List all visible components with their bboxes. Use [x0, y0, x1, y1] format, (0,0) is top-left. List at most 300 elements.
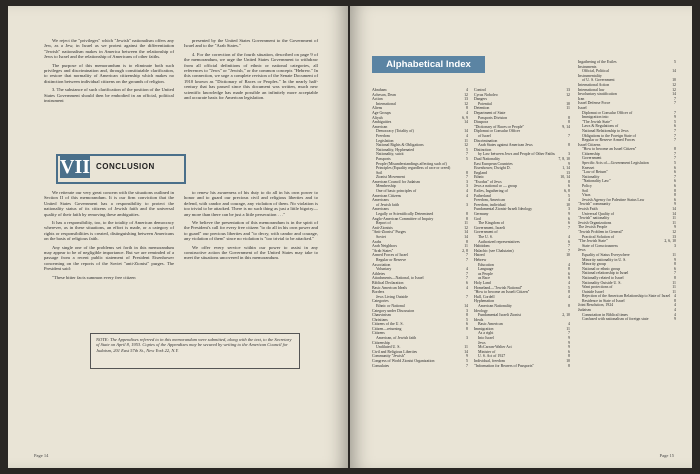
- index-page-ref: 4: [466, 88, 468, 92]
- index-page-ref: 4: [674, 308, 676, 313]
- index-term: Arab Neighbors: [372, 244, 397, 249]
- index-term: "How to become an Israel Citizen": [582, 147, 637, 152]
- index-term: Borders: [372, 290, 385, 295]
- index-page-ref: 12: [464, 225, 468, 230]
- index-column-2: [474, 88, 570, 368]
- index-term: National Rights & Obligations: [376, 143, 424, 148]
- index-term: by Law between Jews and People of Other Faiths: [478, 152, 555, 157]
- index-term: Immigration: [474, 326, 494, 331]
- index-page-ref: 8: [674, 147, 676, 152]
- index-page-ref: 12: [464, 101, 468, 106]
- index-term: U. S. Act of 1927: [478, 354, 506, 359]
- index-page-ref: 5: [674, 161, 676, 166]
- index-term: "Dictionary of Races or People": [474, 124, 525, 129]
- index-term: Action: [372, 97, 383, 102]
- index-page-ref: 8: [674, 275, 676, 280]
- index-term: Category under Discussion: [372, 308, 415, 313]
- index-term: "Nationality Law": [582, 179, 611, 184]
- index-term: Armed Forces of Israel: [372, 253, 408, 258]
- index-term: Freedom, American: [474, 198, 505, 203]
- index-page-ref: 14: [464, 129, 468, 134]
- index-term: Arab States against American Jews: [478, 143, 533, 148]
- conclusion-column-2: [184, 190, 318, 264]
- index-page-ref: 7: [674, 133, 676, 138]
- index-page-ref: 3: [568, 152, 570, 157]
- index-term: Laws & Regulations of: [582, 124, 619, 129]
- index-page-ref: 8: [674, 188, 676, 193]
- index-term: Acheson, Dean: [372, 92, 396, 97]
- index-term: Jews: [478, 340, 486, 345]
- index-page-ref: 12: [672, 229, 676, 234]
- index-term: Want protections of: [582, 285, 613, 290]
- index-term: Halachic (see Chalutzim): [474, 248, 514, 253]
- index-term: Membership: [376, 184, 396, 189]
- index-page-ref: 4: [466, 189, 468, 194]
- index-page-ref: 8: [466, 326, 468, 331]
- index-term: Instruments: [578, 64, 597, 69]
- index-page-ref: 7: [466, 253, 468, 258]
- index-page-ref: 8: [568, 143, 570, 148]
- index-term: Jewish Faith: [578, 207, 598, 211]
- index-term: Holy Land: [474, 280, 491, 285]
- index-page-ref: 8: [568, 354, 570, 359]
- paragraph: We reiterate our very great concern with the situations outlined in Section II of this memorandum. It is our firm conviction that the United States Government has a responsibility to protect the nationality status of its citizens of Jewish faith and the universal quality of their faith by removing these ambiguities.: [44, 190, 174, 217]
- index-page-ref: 8: [568, 179, 570, 184]
- index-page-ref: 4: [466, 285, 468, 290]
- index-term: The U. S.: [478, 235, 493, 239]
- index-term: Education: [478, 262, 494, 267]
- index-term: God: [474, 216, 481, 221]
- index-term: Habitdom: [474, 244, 490, 249]
- index-page-ref: 7: [674, 151, 676, 156]
- index-page-ref: 8: [466, 170, 468, 175]
- index-term: Americans: [372, 198, 389, 203]
- index-page-ref: 14: [464, 235, 468, 239]
- index-term: American Council for Judaism: [372, 179, 420, 184]
- index-page-ref: 8: [466, 212, 468, 217]
- index-page-ref: 6: [674, 170, 676, 175]
- paragraph: The purpose of this memorandum is to eliminate both such privileges and discrimination and, through constitutable clarification, to restore that normality of American citizenship which makes no distinction between individual citizens on the grounds of religion.: [44, 62, 174, 84]
- index-page-ref: 5: [466, 317, 468, 322]
- index-term: Ambiguities: [372, 120, 392, 125]
- index-term: Passports Division: [478, 115, 508, 120]
- index-term: Report of: [376, 221, 391, 226]
- section-heading: [56, 154, 186, 184]
- index-page-ref: 6: [674, 179, 676, 184]
- index-page-ref: 9: [674, 317, 676, 322]
- index-page-ref: 9: [674, 225, 676, 230]
- index-term: Hull, Cordell: [474, 294, 495, 299]
- index-term: "The Jewish State": [578, 239, 608, 244]
- index-term: Nationality, Hyphenated: [376, 147, 414, 152]
- index-term: Rejection of the American Relationship to State of Israel: [582, 294, 671, 299]
- index-term: East European Countries: [474, 161, 513, 166]
- index-page-ref: 7: [568, 248, 570, 253]
- index-page-ref: 7: [568, 244, 570, 249]
- index-page-ref: 6: [674, 266, 676, 271]
- index-page-ref: 2, 6, 10: [664, 239, 676, 244]
- index-page-ref: 14: [464, 303, 468, 308]
- index-page-ref: 8: [568, 267, 570, 272]
- index-term: Civil and Religious Liberties: [372, 349, 418, 354]
- index-term: Arabs: [372, 239, 382, 244]
- index-page-ref: 13: [672, 234, 676, 239]
- index-page-ref: 11: [566, 106, 570, 111]
- index-entry: [578, 317, 676, 322]
- section-number: VII: [60, 156, 91, 178]
- index-page-ref: 14: [672, 207, 676, 211]
- index-term: Anti-Zionists: [372, 225, 393, 230]
- index-term: Jewish Agency for Palestine Status Law: [582, 197, 645, 202]
- index-term: "Information for Bearers of Passports": [474, 363, 535, 368]
- index-page-ref: 8: [568, 303, 570, 308]
- index-page-ref: 11: [672, 252, 676, 257]
- index-page-ref: 9: [674, 257, 676, 262]
- index-term: Jews a national or — group: [474, 184, 517, 189]
- index-term: Joint Resolution, 1924: [578, 303, 614, 308]
- index-page-ref: 7, 8, 10: [558, 156, 570, 161]
- index-term: Distinction: [474, 147, 492, 152]
- index-page-ref: 4: [466, 110, 468, 115]
- index-page-ref: 9, 14: [562, 124, 570, 129]
- index-term: Practical Solution of: [582, 234, 614, 239]
- index-page-ref: 6: [568, 216, 570, 221]
- index-page-ref: 9: [568, 212, 570, 217]
- index-term: Americans: [372, 207, 389, 212]
- index-page-ref: 3: [466, 308, 468, 313]
- index-title: Alphabetical Index: [372, 56, 485, 73]
- index-term: Nationality, suicit: [376, 152, 404, 157]
- index-term: Regular or Reserve Armed Forces: [582, 138, 635, 143]
- left-top-column-2: [184, 38, 318, 103]
- index-term: Minister of: [478, 349, 496, 354]
- paragraph: 3. The substance of such clarification of the position of the United States Government should then be embodied in an official, political instrument: [44, 87, 174, 104]
- index-page-ref: 8: [568, 363, 570, 368]
- index-term: Into Israel: [478, 336, 494, 341]
- index-page-ref: 4: [674, 294, 676, 299]
- index-term: Department of State: [474, 110, 506, 115]
- index-term: Individual, freedom: [474, 359, 505, 364]
- index-page-ref: 13: [566, 88, 570, 92]
- index-term: Obligations to the Foreign State of: [582, 133, 636, 138]
- paragraph: presented by the United States Government to the Government of Israel and to the "Arab States.": [184, 38, 318, 49]
- paragraph: to renew his awareness of his duty to do all in his own power to honor and to guard our precious civil and religious liberties and to defend, with candor and courage, any violation of them. No violation is too trivial to be attacked. There is no such thing as just a little bigotry—any more than there can be just a little persecution . . .": [184, 190, 318, 217]
- index-term: Minority nationality in U. S.: [582, 257, 627, 262]
- index-page-ref: 10: [672, 78, 676, 83]
- index-term: "Jewish Problem in General": [578, 229, 624, 234]
- index-page-ref: 9: [568, 340, 570, 345]
- index-term: Government of: [474, 230, 498, 235]
- index-term: Involuntary stratification: [578, 92, 617, 97]
- index-page-ref: 7: [466, 294, 468, 299]
- index-term: National or ethnic group: [582, 266, 621, 271]
- index-term: Visas: [582, 193, 591, 198]
- index-term: National relationship to Israel: [582, 271, 629, 276]
- index-term: Soviet: [376, 235, 386, 239]
- index-page-ref: 11: [566, 326, 570, 331]
- index-page-ref: 7: [568, 331, 570, 336]
- index-term: Voluntary: [376, 267, 392, 272]
- index-term: Government: [582, 156, 602, 161]
- index-page-ref: 14: [464, 120, 468, 125]
- index-page-ref: 5: [466, 359, 468, 364]
- index-page-ref: 9: [568, 345, 570, 350]
- index-page-ref: 5: [568, 193, 570, 198]
- index-page-ref: 12: [464, 92, 468, 97]
- index-term: Nationality Outside U. S.: [582, 280, 622, 285]
- index-term: Jews: [578, 248, 586, 253]
- right-page: [350, 6, 692, 468]
- index-term: International Action: [578, 82, 610, 87]
- index-term: Regular or Reserve: [376, 257, 407, 262]
- index-page-ref: 3: [466, 184, 468, 189]
- index-term: Ingathering of the Exiles: [578, 60, 617, 64]
- index-page-ref: 3: [568, 207, 570, 212]
- index-term: Outside Israel: [582, 289, 604, 294]
- index-page-ref: 8: [466, 313, 468, 318]
- index-page-ref: 7: [466, 257, 468, 262]
- index-term: "Law of Return": [582, 170, 608, 175]
- index-page-ref: 8: [568, 290, 570, 295]
- left-page: [8, 6, 348, 468]
- index-term: Control: [474, 88, 486, 92]
- index-term: Diplomat or Consular Officer: [474, 129, 521, 134]
- index-term: Soil: [582, 188, 589, 193]
- index-term: Fundamental Zionist-Israeli Ideology: [474, 207, 533, 212]
- index-page-ref: 10: [566, 359, 570, 364]
- index-term: Eisenhower, Dwight D.: [474, 166, 511, 171]
- index-page-ref: 5: [466, 147, 468, 152]
- index-page-ref: 7: [674, 271, 676, 276]
- index-page-ref: 6: [568, 221, 570, 226]
- index-term: International law: [578, 87, 605, 92]
- index-page-ref: 6: [568, 184, 570, 189]
- index-page-ref: 8: [674, 298, 676, 303]
- index-page-ref: 3: [466, 179, 468, 184]
- index-page-ref: 11: [672, 216, 676, 221]
- index-term: Citizenship: [582, 151, 600, 156]
- index-term: People (Misunderstandings affecting such of): [376, 161, 447, 166]
- index-page-ref: 7: [466, 276, 468, 281]
- index-term: Association: [372, 262, 391, 267]
- index-term: Hatred: [474, 253, 485, 258]
- index-page-ref: 11: [464, 345, 468, 350]
- index-term: Anglo-American Committee of Inquiry: [372, 216, 434, 221]
- index-term: Democracy (Totality of): [376, 129, 414, 134]
- index-term: The Jewish People: [578, 225, 608, 230]
- index-page-ref: 7: [674, 101, 676, 106]
- index-page-ref: 12: [566, 92, 570, 97]
- index-page-ref: 5: [674, 119, 676, 124]
- index-page-ref: 5: [466, 156, 468, 161]
- index-page-ref: 6: [674, 197, 676, 202]
- index-term: Undiluted U. S.: [376, 345, 401, 350]
- index-page-ref: 7: [674, 156, 676, 161]
- index-term: Israel Citizens: [578, 142, 601, 147]
- index-page-ref: 13: [464, 97, 468, 102]
- index-term: Ethnic or National: [376, 303, 405, 308]
- paragraph: "These bitter facts summon every free citizen: [52, 274, 136, 280]
- index-page-ref: 12: [672, 87, 676, 92]
- index-page-ref: 7: [674, 96, 676, 101]
- index-term: Residence in State of Israel: [582, 298, 625, 303]
- index-page-ref: 4: [568, 235, 570, 239]
- index-term: Nationally related to Israel: [582, 275, 624, 280]
- index-term: The Kingdom of: [478, 221, 504, 226]
- index-page-ref: 6: [568, 239, 570, 244]
- index-term: Congress of World Zionist Organization: [372, 359, 435, 364]
- paragraph: We believe the presentation of this memorandum is in the spirit of the President's call for every free citizen "to do all in his own power and to guard" our precious liberties and "to decry, with candor and courage, any violation of them" since no violation is "too trivial to be attacked.": [184, 220, 318, 242]
- paragraph: Any single one of the problems set forth in this memorandum may appear to be of negligible importance. But we are reminded of a passage from a recent public statement of President Eisenhower concerning on the reports of the Soviet "anti-Zionist" purges. The President said:: [44, 244, 174, 272]
- paragraph: It has a responsibility, too, to the totality of American democracy wherever, as in these situations, an effort is made, or a category of rights or responsibilities is created, distinguishing between Americans on the basis of religious faith.: [44, 220, 174, 242]
- index-page-ref: 11: [464, 244, 468, 249]
- index-term: of U. S. Government: [582, 78, 615, 83]
- index-term: Hebrew: [474, 257, 487, 262]
- section-title: CONCLUSION: [96, 162, 155, 171]
- index-term: "The Jewish State": [582, 119, 612, 124]
- index-term: Diaspora: [474, 120, 489, 125]
- index-term: Fundamental Israeli Zionist: [478, 313, 522, 318]
- index-term: International: [376, 101, 396, 106]
- index-page-ref: 6: [466, 280, 468, 285]
- index-term: Homeland—"Jewish National": [474, 285, 523, 290]
- index-page-ref: 9: [568, 161, 570, 166]
- index-term: "Jewish" nationality: [578, 216, 610, 221]
- index-term: Diplomat or Consular Officer of: [582, 110, 633, 115]
- index-page-ref: 6: [568, 276, 570, 281]
- index-term: McCarran-Walter Act: [478, 345, 512, 350]
- paragraph: We reject the "privileges" which "Jewish" nationalism offers any Jew, as a Jew, in Israel as we protest against the differentiation "Jewish" nationalism makes in America between the relationship of Jews to Israel and the relationship of Americans of other faiths.: [44, 38, 174, 60]
- index-term: Universal Quality of: [582, 211, 614, 216]
- index-page-ref: 8: [674, 193, 676, 198]
- index-page-ref: 8: [568, 115, 570, 120]
- index-term: Detention: [474, 106, 490, 111]
- index-page-ref: 12: [464, 143, 468, 148]
- index-page-ref: 6, 9: [462, 115, 468, 120]
- index-page-ref: 4: [674, 303, 676, 308]
- index-entry: [372, 364, 468, 369]
- index-term: Jews Living Outside: [376, 294, 408, 299]
- index-page-ref: 10: [566, 101, 570, 106]
- index-page-ref: 4: [568, 280, 570, 285]
- index-page-ref: 11: [672, 220, 676, 225]
- index-page-ref: 8: [466, 239, 468, 244]
- index-term: Basic American Ideals: [372, 285, 408, 290]
- index-page-ref: 4: [568, 198, 570, 203]
- index-page-ref: 4: [568, 262, 570, 267]
- index-page-ref: 14: [672, 69, 676, 74]
- index-page-ref: 3: [466, 202, 468, 207]
- index-term: Israel: [578, 105, 587, 110]
- index-term: Jewish Organizations: [578, 220, 612, 225]
- index-page-ref: 9: [674, 115, 676, 120]
- index-term: Categories: [372, 299, 389, 304]
- index-page-ref: 7: [674, 110, 676, 115]
- index-term: Citizen—returning: [372, 326, 402, 331]
- index-term: Citizenship: [372, 340, 390, 345]
- index-page-ref: 6, 8: [564, 189, 570, 194]
- index-page-ref: 11: [464, 221, 468, 226]
- index-page-ref: 8: [466, 216, 468, 221]
- index-page-ref: 7: [466, 363, 468, 368]
- index-page-ref: 7: [674, 128, 676, 133]
- index-term: Age Groups: [372, 110, 391, 115]
- index-term: Instrumentality: [578, 73, 602, 78]
- index-term: Chauvinism: [372, 313, 391, 318]
- index-term: National Relationship to Jews: [582, 128, 629, 133]
- index-term: as People: [478, 271, 493, 276]
- index-term: England: [474, 170, 487, 175]
- index-page-ref: 4: [568, 294, 570, 299]
- index-term: State of Consciousness: [582, 243, 618, 248]
- index-term: Citizens: [372, 331, 385, 336]
- index-term: "Anti-Zionist" Purges: [372, 230, 406, 235]
- index-term: Attachments—National, to Israel: [372, 276, 424, 281]
- index-term: American: [372, 124, 388, 129]
- index-page-ref: 1, 14: [562, 166, 570, 171]
- index-term: Judaism: [578, 308, 591, 313]
- index-term: of Israel: [478, 133, 491, 138]
- index-term: Confused with nationalism of foreign state: [582, 317, 649, 322]
- index-page-ref: 4: [466, 193, 468, 198]
- index-term: Freedom: [376, 133, 390, 138]
- index-page-ref: 3: [466, 336, 468, 341]
- index-page-ref: 6: [466, 322, 468, 327]
- index-page-ref: 7: [466, 271, 468, 276]
- index-page-ref: 4: [466, 133, 468, 138]
- index-term: Zionist Movement: [376, 175, 405, 180]
- index-term: Dangers: [474, 97, 487, 102]
- index-term: Nationality: [582, 174, 600, 179]
- index-page-ref: 7: [674, 174, 676, 179]
- index-term: Principles (Equality regardless of race or creed): [376, 166, 451, 171]
- index-page-ref: 4: [466, 267, 468, 272]
- index-term: Aliens: [372, 106, 383, 111]
- page-number-right: Page 15: [659, 453, 674, 458]
- index-term: Dual Nationality: [474, 156, 501, 161]
- index-page-ref: 6: [568, 271, 570, 276]
- index-page-ref: 6: [674, 184, 676, 189]
- index-page-ref: 14: [464, 349, 468, 354]
- index-term: Connotation in Biblical times: [582, 312, 628, 317]
- index-page-ref: 2, 8: [462, 248, 468, 253]
- index-term: Israel Defense Force: [578, 101, 611, 106]
- index-page-ref: 6: [674, 165, 676, 170]
- index-term: Christians: [372, 317, 388, 322]
- index-term: "How to become an Israeli Citizen": [474, 290, 530, 295]
- index-term: Ideology: [474, 308, 488, 313]
- index-column-1: [372, 88, 468, 368]
- conclusion-column-1: [44, 190, 174, 283]
- index-term: Iran: [578, 96, 585, 101]
- index-column-3: [578, 60, 676, 322]
- index-term: "Exodus" of Jews: [474, 179, 502, 184]
- index-page-ref: 7: [466, 175, 468, 180]
- index-term: Exiles, Ingathering of: [474, 189, 508, 194]
- index-term: Community "Jewish": [372, 354, 406, 359]
- index-term: Basic American: [478, 322, 503, 327]
- index-term: American Nationality: [478, 303, 512, 308]
- index-term: One of basic principles of: [376, 189, 417, 194]
- index-term: Consulates: [372, 363, 390, 368]
- index-term: Aliyah: [372, 115, 383, 120]
- paragraph: 4. For the correction of the fourth situation, described on page 9 of the memorandum, we urge the United States Government to withdraw from all official definitions of ethnic or national categories, all references to "Jews" or "Jewish," or the common concepts "Hebrew." In this connection, we urge a complete revision of the Senate Document of 1910 known as "Dictionary of Races or Peoples." In the nearly half-century that has passed since this document was written, much new scientific knowledge has made possible an infinitely more acceptable and accurate basis for American legislation.: [184, 51, 318, 101]
- index-term: Legislation: [376, 138, 394, 143]
- index-page-ref: 14: [672, 92, 676, 97]
- index-page-ref: 6: [568, 349, 570, 354]
- index-page-ref: 9: [568, 336, 570, 341]
- index-term: Athletes: [372, 271, 385, 276]
